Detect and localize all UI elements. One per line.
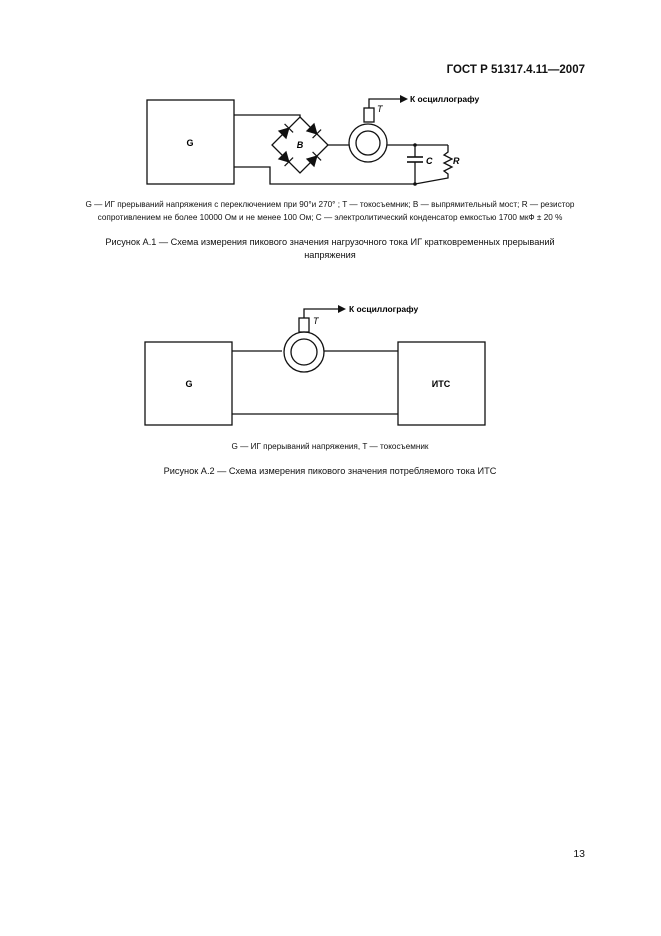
fig1-label-B: B: [296, 140, 304, 150]
fig1-oscilloscope-label: К осциллографу: [410, 94, 480, 104]
figure-1-legend-line-2: сопротивлением не более 10000 Ом и не менее 100 Ом; C — электролитический конденсатор емкостью 1700 мкФ ± 20 %: [97, 213, 563, 222]
oscilloscope-arrow-icon: [338, 305, 346, 313]
document-header: ГОСТ Р 51317.4.11—2007: [446, 64, 585, 76]
current-transformer-inner: [291, 339, 317, 365]
fig2-label-T: T: [313, 316, 319, 326]
fig1-label-G: G: [186, 138, 194, 148]
fig1-label-R: R: [453, 156, 460, 166]
figure-1-caption-line-2: напряжения: [304, 250, 356, 260]
oscilloscope-lead: [304, 309, 338, 318]
figure-1-caption-line-1: Рисунок А.1 — Схема измерения пикового значения нагрузочного тока ИГ кратковременных прерываний: [105, 237, 555, 247]
fig2-oscilloscope-label: К осциллографу: [349, 304, 419, 314]
fig2-label-its: ИТС: [431, 379, 451, 389]
fig1-label-T: T: [377, 104, 383, 114]
figure-2-legend: G — ИГ прерываний напряжения, T — токосъемник: [231, 442, 429, 451]
transformer-head: [299, 318, 309, 332]
fig2-label-G: G: [185, 379, 193, 389]
fig1-label-C: C: [426, 156, 433, 166]
current-transformer-outer: [284, 332, 324, 372]
figure-1-legend-line-1: G — ИГ прерываний напряжения с переключением при 90°и 270° ; T — токосъемник; B — выпрямительный мост; R — резистор: [85, 200, 575, 209]
page-number: 13: [573, 848, 585, 860]
figure-2-caption: Рисунок А.2 — Схема измерения пикового значения потребляемого тока ИТС: [163, 466, 497, 476]
